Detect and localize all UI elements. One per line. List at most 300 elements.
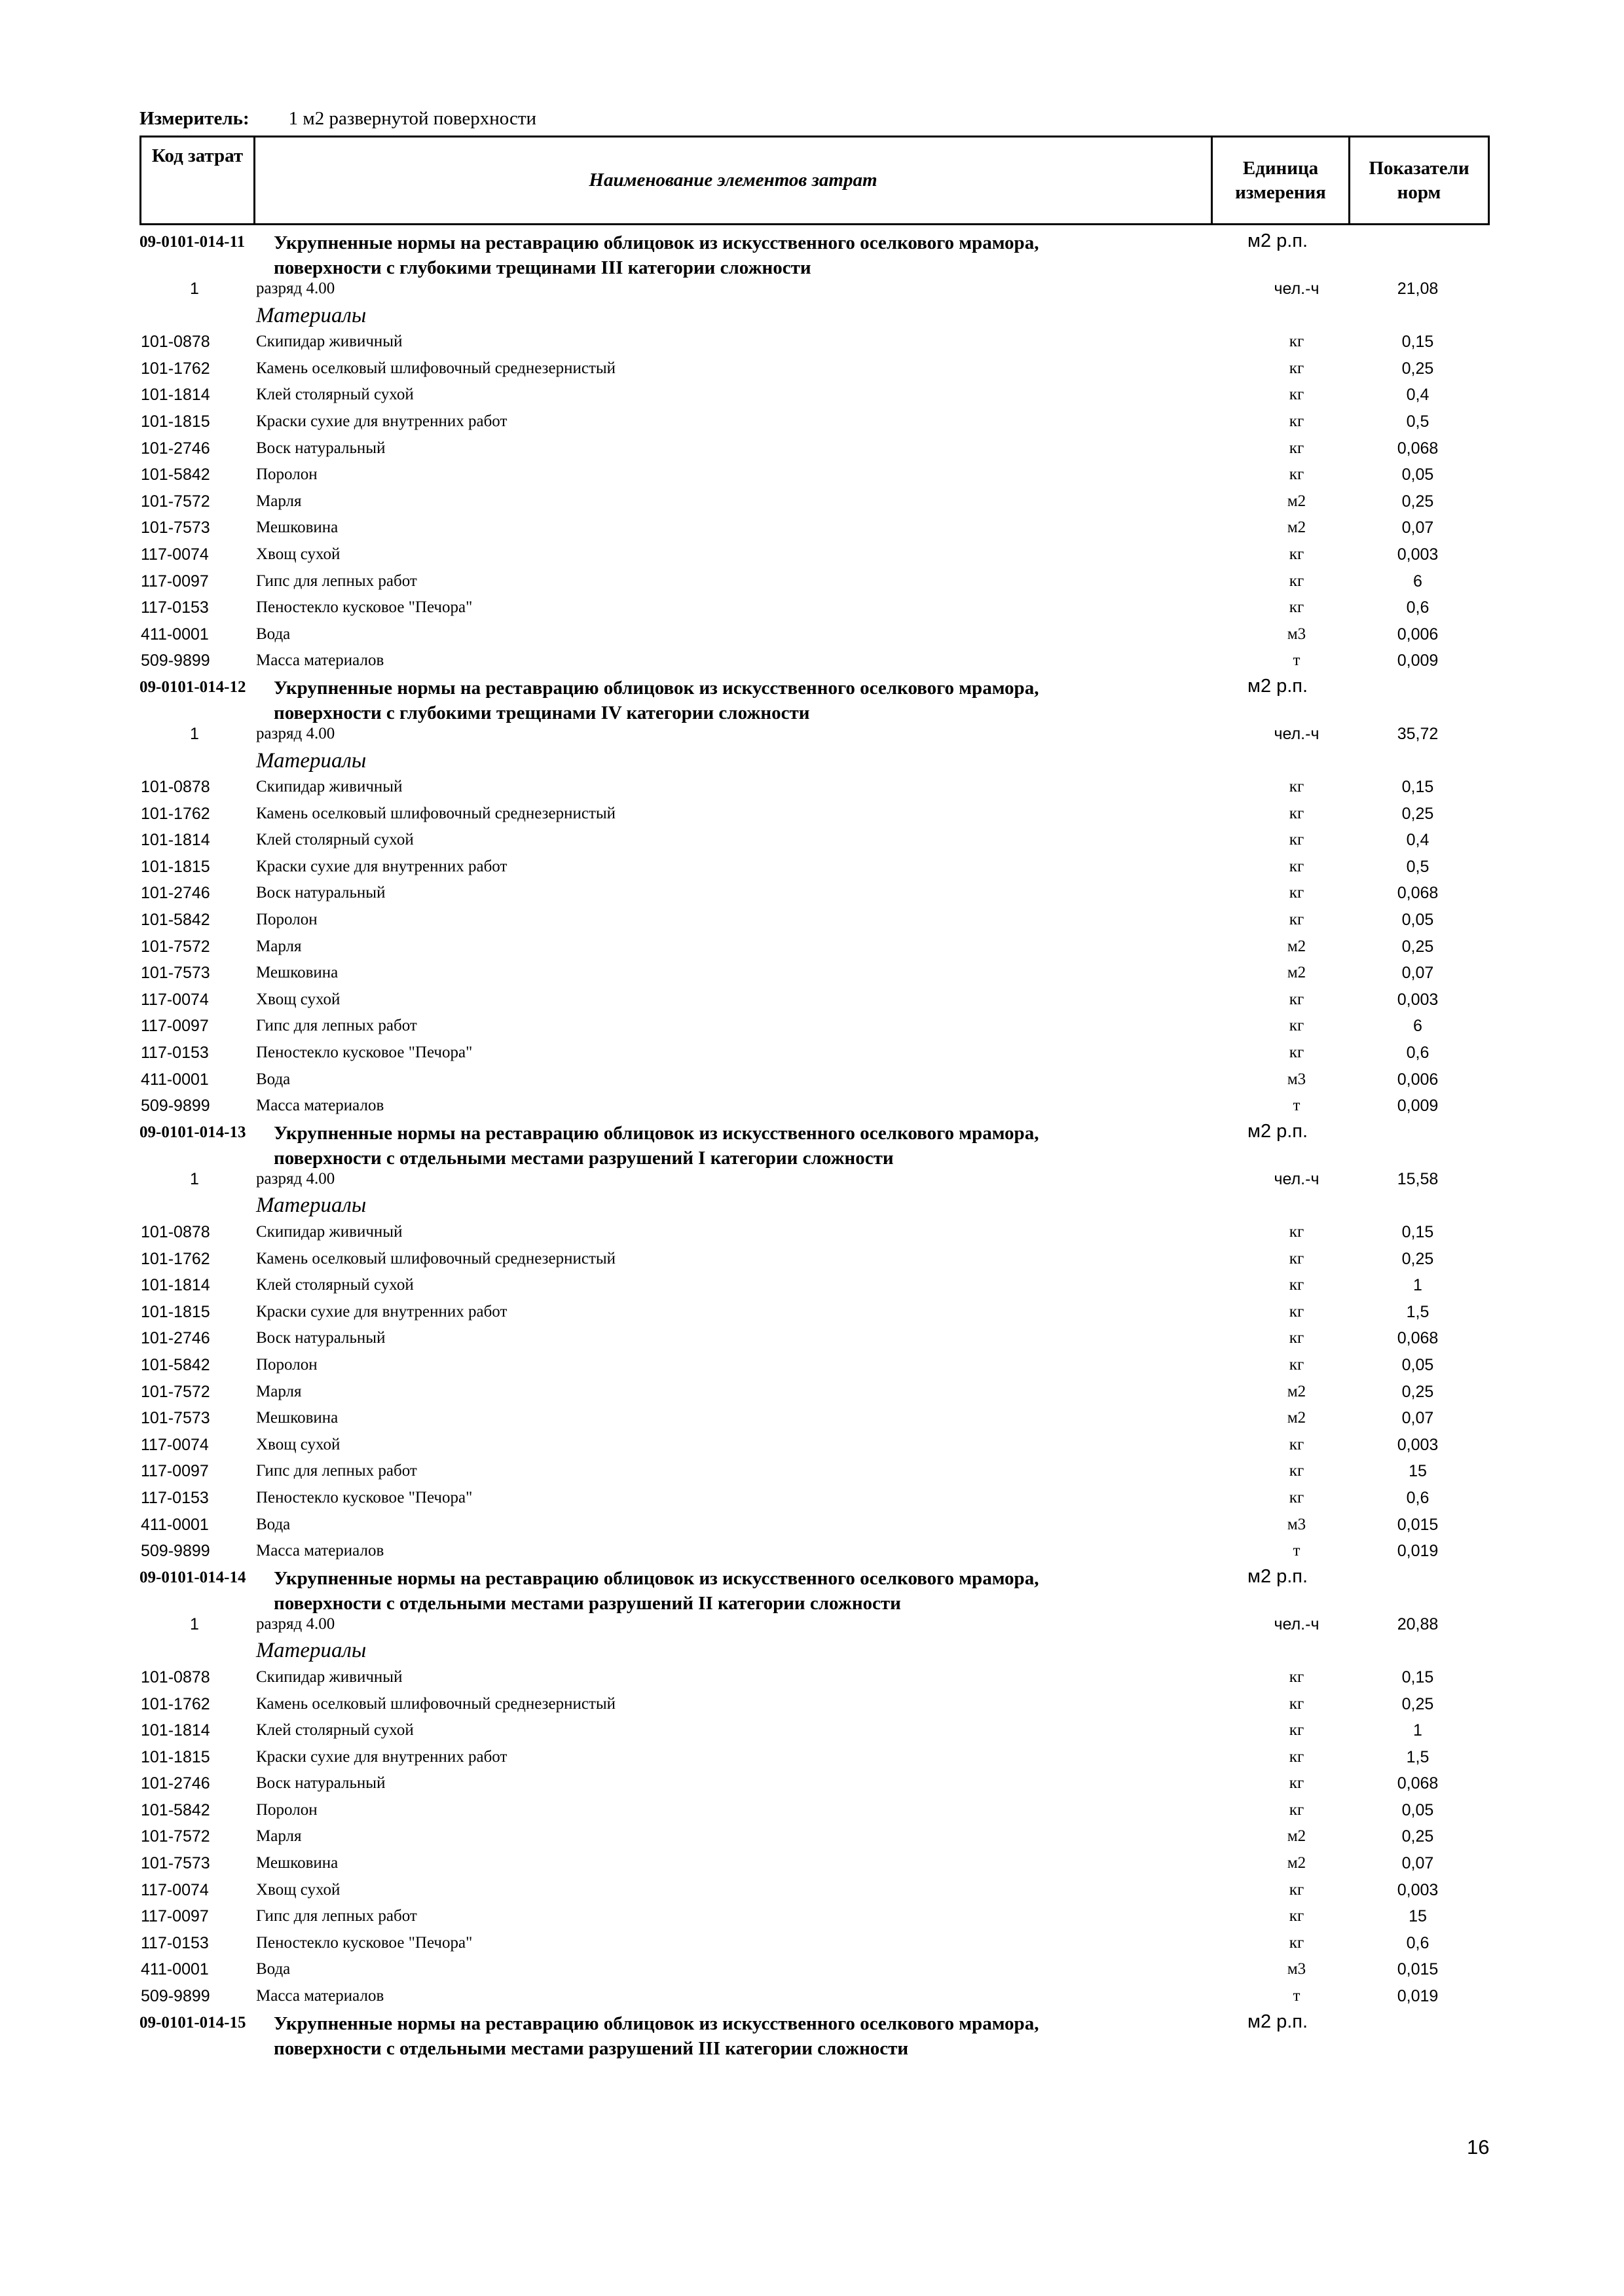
material-unit: кг <box>1289 333 1304 351</box>
material-unit: кг <box>1289 359 1304 377</box>
material-row <box>0 1850 1624 1877</box>
material-code: 101-0878 <box>141 1223 210 1241</box>
material-value: 0,07 <box>1401 1409 1434 1428</box>
material-value: 6 <box>1413 572 1422 591</box>
material-value: 0,05 <box>1401 465 1434 484</box>
material-unit: кг <box>1289 1880 1304 1899</box>
material-name: Марля <box>256 1827 302 1846</box>
material-code: 101-2746 <box>141 884 210 903</box>
material-row <box>0 1930 1624 1957</box>
material-code: 101-0878 <box>141 778 210 797</box>
material-name: Масса материалов <box>256 1542 384 1560</box>
material-value: 0,25 <box>1401 1382 1434 1401</box>
material-name: Пеностекло кусковое "Печора" <box>256 1488 473 1506</box>
material-code: 101-5842 <box>141 911 210 930</box>
material-unit: кг <box>1289 778 1304 796</box>
material-value: 0,5 <box>1406 412 1430 431</box>
material-code: 101-7573 <box>141 964 210 983</box>
material-code: 117-0074 <box>141 1880 209 1899</box>
labor-name: разряд 4.00 <box>256 280 335 297</box>
section-header-row <box>0 1120 1624 1169</box>
material-code: 117-0097 <box>141 1462 209 1481</box>
material-value: 0,009 <box>1397 651 1439 670</box>
material-row <box>0 854 1624 881</box>
measurer-value: 1 м2 развернутой поверхности <box>288 108 537 129</box>
material-code: 509-9899 <box>141 1542 210 1561</box>
material-unit: кг <box>1289 990 1304 1008</box>
material-value: 0,25 <box>1401 804 1434 823</box>
material-row <box>0 1405 1624 1432</box>
section-title <box>274 676 1190 725</box>
material-value: 0,25 <box>1401 937 1434 956</box>
material-row <box>0 1744 1624 1771</box>
labor-name: разряд 4.00 <box>256 1614 335 1633</box>
material-name: Клей столярный сухой <box>256 1721 414 1740</box>
material-value: 0,15 <box>1401 1667 1434 1686</box>
material-code: 101-7573 <box>141 1854 210 1873</box>
material-row <box>0 515 1624 541</box>
material-value: 0,15 <box>1401 1223 1434 1241</box>
material-row <box>0 1956 1624 1983</box>
material-unit: кг <box>1289 1223 1304 1241</box>
material-name: Пеностекло кусковое "Печора" <box>256 1044 473 1062</box>
material-name: Вода <box>256 1960 291 1978</box>
material-code: 117-0097 <box>141 1907 209 1926</box>
material-value: 15 <box>1409 1462 1427 1481</box>
material-code: 101-5842 <box>141 465 210 484</box>
material-code: 101-0878 <box>141 333 210 352</box>
material-value: 0,019 <box>1397 1987 1439 2006</box>
labor-code: 1 <box>190 1614 199 1633</box>
material-name: Поролон <box>256 1800 318 1819</box>
material-value: 0,5 <box>1406 857 1430 876</box>
material-unit: т <box>1293 651 1301 670</box>
material-name: Краски сухие для внутренних работ <box>256 1747 507 1766</box>
material-name: Марля <box>256 1382 302 1400</box>
material-unit: кг <box>1289 1800 1304 1819</box>
material-name: Скипидар живичный <box>256 333 403 351</box>
material-code: 101-2746 <box>141 439 210 458</box>
labor-value: 20,88 <box>1397 1614 1439 1633</box>
material-unit: м3 <box>1287 1960 1306 1978</box>
material-name: Клей столярный сухой <box>256 1276 414 1294</box>
material-row <box>0 987 1624 1013</box>
section-title-line1: Укрупненные нормы на реставрацию облицовок из искусственного оселкового мрамора, <box>274 677 1039 699</box>
material-value: 0,05 <box>1401 1800 1434 1819</box>
material-code: 117-0074 <box>141 545 209 564</box>
material-row <box>0 541 1624 568</box>
material-value: 0,15 <box>1401 333 1434 352</box>
material-code: 101-2746 <box>141 1774 210 1793</box>
material-value: 0,07 <box>1401 1854 1434 1873</box>
material-row <box>0 1770 1624 1797</box>
material-value: 0,05 <box>1401 1355 1434 1374</box>
material-row <box>0 1299 1624 1326</box>
material-code: 101-1815 <box>141 857 210 876</box>
material-name: Камень оселковый шлифовочный среднезернистый <box>256 1249 616 1267</box>
header-unit <box>1213 137 1350 223</box>
material-value: 0,009 <box>1397 1097 1439 1116</box>
labor-name: разряд 4.00 <box>256 1169 335 1188</box>
material-code: 101-1815 <box>141 1302 210 1321</box>
labor-value: 35,72 <box>1397 724 1439 743</box>
material-name: Воск натуральный <box>256 1774 386 1793</box>
material-row <box>0 329 1624 355</box>
materials-heading: Материалы <box>256 1194 367 1218</box>
material-name: Хвощ сухой <box>256 1435 341 1453</box>
material-value: 0,6 <box>1406 598 1430 617</box>
material-row <box>0 1823 1624 1850</box>
material-row <box>0 880 1624 907</box>
material-code: 117-0153 <box>141 1488 209 1507</box>
material-value: 0,015 <box>1397 1515 1439 1534</box>
material-name: Поролон <box>256 465 318 484</box>
materials-heading: Материалы <box>256 1639 367 1663</box>
material-name: Скипидар живичный <box>256 1223 403 1241</box>
material-unit: м2 <box>1287 964 1306 982</box>
material-name: Мешковина <box>256 1854 339 1872</box>
material-name: Краски сухие для внутренних работ <box>256 857 507 875</box>
material-unit: кг <box>1289 386 1304 404</box>
material-code: 101-7572 <box>141 1827 210 1846</box>
section-title-line1: Укрупненные нормы на реставрацию облицовок из искусственного оселкового мрамора, <box>274 1122 1039 1144</box>
material-name: Пеностекло кусковое "Печора" <box>256 598 473 617</box>
material-code: 101-1762 <box>141 804 210 823</box>
material-value: 0,25 <box>1401 1827 1434 1846</box>
material-value: 0,068 <box>1397 884 1439 903</box>
material-value: 0,068 <box>1397 439 1439 458</box>
material-unit: кг <box>1289 1435 1304 1453</box>
material-code: 411-0001 <box>141 1070 209 1089</box>
material-row <box>0 1458 1624 1485</box>
material-unit: кг <box>1289 911 1304 929</box>
material-row <box>0 907 1624 934</box>
material-code: 101-1815 <box>141 1747 210 1766</box>
material-code: 101-7573 <box>141 519 210 538</box>
material-row <box>0 1246 1624 1273</box>
material-unit: кг <box>1289 1355 1304 1374</box>
materials-heading: Материалы <box>256 303 367 327</box>
material-value: 0,003 <box>1397 990 1439 1009</box>
material-row <box>0 488 1624 515</box>
material-row <box>0 827 1624 854</box>
material-name: Клей столярный сухой <box>256 831 414 849</box>
section-unit: м2 р.п. <box>1247 675 1308 697</box>
material-name: Вода <box>256 1515 291 1533</box>
measurer-line <box>139 108 536 130</box>
section-title <box>274 1121 1190 1171</box>
labor-code: 1 <box>190 1169 199 1188</box>
material-code: 101-1814 <box>141 386 210 405</box>
labor-row <box>0 276 1624 302</box>
material-code: 117-0153 <box>141 1044 209 1063</box>
labor-value: 21,08 <box>1397 280 1439 298</box>
section-title-line2: поверхности с отдельными местами разрушений III категории сложности <box>274 2037 909 2059</box>
header-name: Наименование элементов затрат <box>255 137 1213 223</box>
material-name: Масса материалов <box>256 1097 384 1115</box>
labor-unit: чел.-ч <box>1274 1169 1320 1188</box>
material-row <box>0 1093 1624 1120</box>
section-title-line2: поверхности с отдельными местами разрушений I категории сложности <box>274 1147 894 1169</box>
material-value: 0,6 <box>1406 1488 1430 1507</box>
material-code: 101-1815 <box>141 412 210 431</box>
material-code: 101-5842 <box>141 1800 210 1819</box>
material-code: 101-1762 <box>141 359 210 378</box>
material-name: Скипидар живичный <box>256 778 403 796</box>
labor-name: разряд 4.00 <box>256 724 335 742</box>
material-row <box>0 1272 1624 1299</box>
material-value: 0,4 <box>1406 386 1430 405</box>
material-row <box>0 1040 1624 1066</box>
header-code: Код затрат <box>141 137 255 223</box>
material-unit: м2 <box>1287 1827 1306 1846</box>
material-row <box>0 1797 1624 1824</box>
material-unit: м2 <box>1287 519 1306 537</box>
material-name: Поролон <box>256 1355 318 1374</box>
material-unit: м2 <box>1287 1409 1306 1427</box>
material-row <box>0 621 1624 648</box>
material-unit: кг <box>1289 831 1304 849</box>
material-row <box>0 568 1624 595</box>
material-value: 0,006 <box>1397 1070 1439 1089</box>
material-unit: т <box>1293 1542 1301 1560</box>
section-code: 09-0101-014-14 <box>139 1568 246 1586</box>
material-name: Гипс для лепных работ <box>256 1907 417 1925</box>
material-unit: кг <box>1289 1907 1304 1925</box>
section-title-line2: поверхности с глубокими трещинами IV категории сложности <box>274 702 810 723</box>
materials-heading: Материалы <box>256 748 367 773</box>
material-code: 101-0878 <box>141 1667 210 1686</box>
material-value: 0,25 <box>1401 492 1434 511</box>
page-number: 16 <box>1467 2136 1490 2159</box>
material-row <box>0 1691 1624 1718</box>
material-unit: м2 <box>1287 1382 1306 1400</box>
material-code: 411-0001 <box>141 1960 209 1979</box>
material-name: Воск натуральный <box>256 884 386 902</box>
labor-row <box>0 1611 1624 1638</box>
section-title-line2: поверхности с глубокими трещинами III категории сложности <box>274 257 811 278</box>
material-unit: м2 <box>1287 937 1306 955</box>
material-row <box>0 1512 1624 1539</box>
material-name: Гипс для лепных работ <box>256 1462 417 1480</box>
material-name: Пеностекло кусковое "Печора" <box>256 1933 473 1952</box>
material-value: 0,05 <box>1401 911 1434 930</box>
material-unit: т <box>1293 1987 1301 2005</box>
material-row <box>0 1664 1624 1691</box>
material-code: 509-9899 <box>141 1987 210 2006</box>
material-name: Краски сухие для внутренних работ <box>256 1302 507 1321</box>
material-row <box>0 382 1624 409</box>
material-row <box>0 594 1624 621</box>
material-value: 15 <box>1409 1907 1427 1926</box>
material-row <box>0 462 1624 488</box>
section-title-line1: Укрупненные нормы на реставрацию облицовок из искусственного оселкового мрамора, <box>274 232 1039 253</box>
material-unit: кг <box>1289 1721 1304 1740</box>
material-unit: кг <box>1289 1774 1304 1793</box>
material-unit: кг <box>1289 1302 1304 1321</box>
section-unit: м2 р.п. <box>1247 230 1308 251</box>
labor-code: 1 <box>190 724 199 743</box>
material-row <box>0 960 1624 987</box>
materials-heading-row <box>0 302 1624 329</box>
material-value: 0,068 <box>1397 1329 1439 1348</box>
material-unit: кг <box>1289 1747 1304 1766</box>
material-unit: кг <box>1289 598 1304 617</box>
table-header <box>139 136 1490 225</box>
material-unit: кг <box>1289 439 1304 457</box>
material-row <box>0 1717 1624 1744</box>
material-code: 509-9899 <box>141 1097 210 1116</box>
material-row <box>0 1352 1624 1379</box>
section-unit: м2 р.п. <box>1247 2011 1308 2032</box>
material-name: Гипс для лепных работ <box>256 1017 417 1035</box>
material-unit: кг <box>1289 1462 1304 1480</box>
labor-unit: чел.-ч <box>1274 280 1320 298</box>
material-unit: кг <box>1289 884 1304 902</box>
material-name: Вода <box>256 1070 291 1088</box>
norms-table-body <box>0 229 1624 2059</box>
material-code: 117-0153 <box>141 1933 209 1952</box>
material-code: 101-7572 <box>141 492 210 511</box>
material-value: 0,07 <box>1401 519 1434 538</box>
material-unit: м3 <box>1287 1070 1306 1088</box>
material-value: 0,003 <box>1397 1435 1439 1454</box>
section-code: 09-0101-014-11 <box>139 233 246 251</box>
material-code: 117-0074 <box>141 1435 209 1454</box>
material-value: 0,25 <box>1401 359 1434 378</box>
material-value: 0,003 <box>1397 1880 1439 1899</box>
section-header-row <box>0 2010 1624 2059</box>
material-value: 1 <box>1413 1276 1422 1295</box>
material-row <box>0 1432 1624 1459</box>
material-row <box>0 774 1624 801</box>
material-row <box>0 1219 1624 1246</box>
material-code: 101-7572 <box>141 1382 210 1401</box>
material-unit: кг <box>1289 465 1304 484</box>
material-name: Марля <box>256 492 302 510</box>
header-unit-line2: измерения <box>1235 181 1326 203</box>
material-code: 101-2746 <box>141 1329 210 1348</box>
material-code: 101-1814 <box>141 1276 210 1295</box>
material-unit: м2 <box>1287 492 1306 510</box>
material-value: 0,015 <box>1397 1960 1439 1979</box>
material-code: 411-0001 <box>141 1515 209 1534</box>
material-name: Камень оселковый шлифовочный среднезернистый <box>256 1694 616 1713</box>
material-name: Краски сухие для внутренних работ <box>256 412 507 430</box>
material-code: 101-5842 <box>141 1355 210 1374</box>
material-code: 101-7572 <box>141 937 210 956</box>
material-unit: кг <box>1289 1488 1304 1506</box>
material-unit: кг <box>1289 1694 1304 1713</box>
materials-heading-row <box>0 1637 1624 1664</box>
material-code: 101-1762 <box>141 1694 210 1713</box>
header-unit-line1: Единица <box>1242 157 1319 179</box>
material-name: Масса материалов <box>256 1987 384 2005</box>
section-header-row <box>0 229 1624 276</box>
material-row <box>0 355 1624 382</box>
header-norm-line2: норм <box>1397 181 1441 203</box>
material-name: Вода <box>256 625 291 643</box>
materials-heading-row <box>0 748 1624 774</box>
material-code: 509-9899 <box>141 651 210 670</box>
material-value: 0,4 <box>1406 831 1430 850</box>
material-name: Мешковина <box>256 964 339 982</box>
material-row <box>0 934 1624 960</box>
material-value: 0,6 <box>1406 1044 1430 1063</box>
material-name: Скипидар живичный <box>256 1667 403 1686</box>
section-title-line2: поверхности с отдельными местами разрушений II категории сложности <box>274 1592 901 1614</box>
material-row <box>0 1379 1624 1406</box>
material-row <box>0 1485 1624 1512</box>
section-header-row <box>0 1565 1624 1614</box>
material-name: Воск натуральный <box>256 439 386 457</box>
section-code: 09-0101-014-13 <box>139 1123 246 1141</box>
material-name: Камень оселковый шлифовочный среднезернистый <box>256 359 616 377</box>
header-norm <box>1350 137 1488 223</box>
section-code: 09-0101-014-12 <box>139 678 246 696</box>
measurer-label: Измеритель: <box>139 108 249 129</box>
material-value: 0,07 <box>1401 964 1434 983</box>
section-title-line1: Укрупненные нормы на реставрацию облицовок из искусственного оселкового мрамора, <box>274 1567 1039 1589</box>
material-value: 0,15 <box>1401 778 1434 797</box>
material-row <box>0 1325 1624 1352</box>
material-row <box>0 435 1624 462</box>
material-unit: кг <box>1289 1249 1304 1267</box>
material-row <box>0 801 1624 828</box>
material-value: 0,25 <box>1401 1249 1434 1268</box>
labor-row <box>0 1166 1624 1193</box>
material-name: Мешковина <box>256 519 339 537</box>
material-name: Масса материалов <box>256 651 384 670</box>
material-unit: кг <box>1289 1044 1304 1062</box>
material-value: 1 <box>1413 1721 1422 1740</box>
material-value: 0,068 <box>1397 1774 1439 1793</box>
material-code: 101-1814 <box>141 831 210 850</box>
material-name: Хвощ сухой <box>256 545 341 563</box>
labor-unit: чел.-ч <box>1274 724 1320 743</box>
material-unit: кг <box>1289 545 1304 563</box>
material-unit: кг <box>1289 1329 1304 1347</box>
material-value: 1,5 <box>1406 1747 1430 1766</box>
material-name: Гипс для лепных работ <box>256 572 417 590</box>
material-code: 117-0074 <box>141 990 209 1009</box>
material-value: 0,006 <box>1397 625 1439 644</box>
material-row <box>0 1983 1624 2010</box>
material-name: Поролон <box>256 911 318 929</box>
material-row <box>0 1066 1624 1093</box>
material-name: Хвощ сухой <box>256 990 341 1008</box>
section-unit: м2 р.п. <box>1247 1565 1308 1587</box>
material-code: 117-0097 <box>141 1017 209 1036</box>
material-name: Марля <box>256 937 302 955</box>
material-value: 6 <box>1413 1017 1422 1036</box>
section-title <box>274 2011 1190 2061</box>
labor-code: 1 <box>190 280 199 298</box>
materials-heading-row <box>0 1192 1624 1219</box>
labor-value: 15,58 <box>1397 1169 1439 1188</box>
material-unit: т <box>1293 1097 1301 1115</box>
material-row <box>0 1877 1624 1904</box>
material-code: 101-1814 <box>141 1721 210 1740</box>
material-code: 411-0001 <box>141 625 209 644</box>
material-value: 0,003 <box>1397 545 1439 564</box>
section-title <box>274 1566 1190 1616</box>
header-norm-line1: Показатели <box>1369 157 1469 179</box>
material-unit: кг <box>1289 1667 1304 1686</box>
material-code: 101-7573 <box>141 1409 210 1428</box>
material-unit: кг <box>1289 804 1304 822</box>
material-code: 101-1762 <box>141 1249 210 1268</box>
